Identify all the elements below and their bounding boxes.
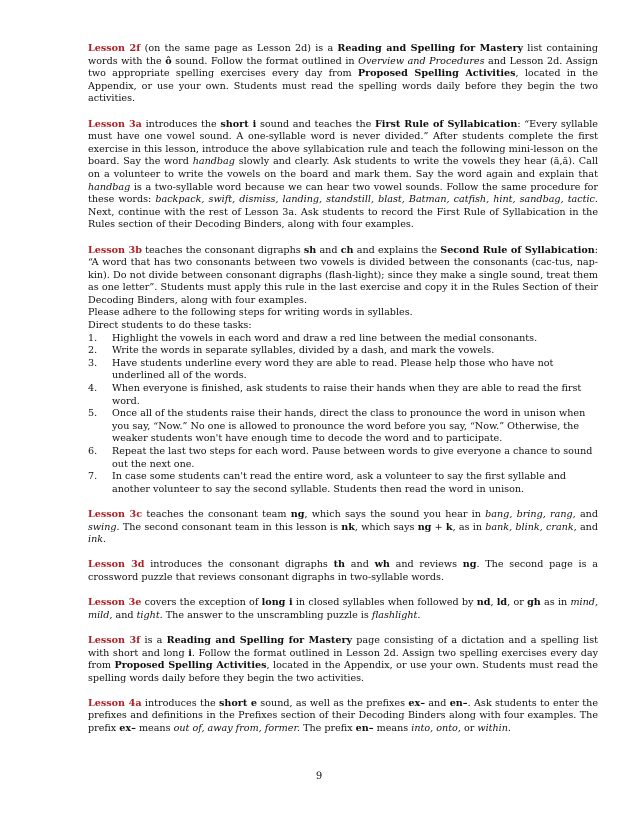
text: The prefix	[300, 723, 356, 735]
step-number: 5.	[88, 408, 98, 420]
italic-term: into, onto,	[411, 723, 461, 735]
bold-term: short i	[220, 118, 257, 130]
text: The second consonant team in this lesson is	[119, 521, 342, 533]
instruction-line: Direct students to do these tasks:	[88, 320, 252, 332]
bold-term: nk	[341, 521, 355, 533]
text: , which says	[354, 521, 418, 533]
step-text: Once all of the students raise their hands, direct the class to pronounce the word in unison when you say, “Now.” No one is allowed to pronounce the word before you say, “Now.” Otherwise, the weaker students won't have enough time to decode the word and to participate.	[112, 408, 586, 445]
text: introduces the	[141, 118, 221, 130]
bold-term: en–	[355, 723, 374, 735]
text: The answer to the unscrambling puzzle is	[162, 609, 372, 621]
italic-term: tight.	[136, 609, 163, 621]
paragraph-lesson-3b	[88, 245, 598, 308]
italic-term: bank, blink, crank,	[485, 521, 577, 533]
text: and	[425, 697, 450, 709]
step-text: When everyone is finished, ask students to raise their hands when they are able to read the first word.	[112, 383, 582, 407]
text: introduces the	[141, 697, 219, 709]
bold-term: ng	[417, 521, 432, 533]
bold-term: th	[333, 559, 346, 571]
step-text: Repeat the last two steps for each word. Pause between words to give everyone a chance to sound out the next one.	[112, 446, 593, 470]
paragraph-lesson-3a	[88, 119, 598, 232]
text: Next, continue with the rest of Lesson 3a. Ask students to record the First Rule of Syllabication in the Rules section of their Decoding Binders, along with four examples.	[88, 206, 598, 231]
document-body	[88, 43, 598, 736]
lesson-heading: Lesson 3d	[88, 559, 145, 571]
bold-term: ld	[496, 597, 508, 609]
paragraph-lesson-2f	[88, 43, 598, 106]
bold-term: ng	[462, 559, 477, 571]
lesson-heading: Lesson 2f	[88, 43, 141, 54]
text: +	[431, 521, 446, 533]
text: , located in the Appendix, or use your own. Students must read the spelling words daily before they begin the two activities.	[88, 68, 598, 105]
text: is a	[140, 634, 167, 646]
bold-term: Proposed Spelling Activities	[114, 660, 267, 672]
paragraph-lesson-3c	[88, 509, 598, 547]
italic-term: handbag	[192, 156, 235, 168]
bold-term: short e	[219, 697, 257, 709]
italic-term: out of, away from, former.	[173, 723, 301, 735]
bold-term: First Rule of Syllabication	[374, 118, 518, 130]
italic-term: swing.	[88, 521, 120, 533]
text: and	[316, 244, 341, 256]
step-number: 4.	[88, 383, 98, 395]
italic-term: backpack, swift, dismiss, landing, standstill, blast, Batman, catfish, hint, sandbag, tactic.	[155, 194, 598, 206]
bold-term: ng	[290, 508, 305, 520]
step-number: 3.	[88, 357, 98, 369]
text: introduces the consonant digraphs	[144, 559, 334, 571]
text: is a two-syllable word because we can hear two vowel sounds. Follow the same procedure for these words:	[88, 181, 598, 206]
text: in closed syllables when followed by	[292, 597, 477, 609]
text: ,	[490, 597, 497, 609]
lesson-heading: Lesson 3c	[88, 508, 143, 520]
paragraph-lesson-3e	[88, 597, 598, 622]
text: as in	[540, 597, 571, 609]
lesson-heading: Lesson 3f	[88, 634, 141, 646]
italic-term: ink.	[88, 534, 107, 546]
text: sound, as well as the prefixes	[256, 697, 409, 709]
text: and reviews	[389, 559, 463, 571]
step-number: 1.	[88, 332, 98, 344]
bold-term: i	[188, 647, 192, 659]
lesson-heading: Lesson 3b	[88, 244, 142, 256]
list-item	[88, 333, 598, 346]
list-item	[88, 358, 598, 383]
text: . Ask students to enter the prefixes and definitions in the Prefixes section of their Decoding Binders along with four examples. The prefix	[88, 697, 598, 735]
text: : “Every syllable must have one vowel sound. A one-syllable word is never divided.” After students complete the first exercise in this lesson, introduce the above syllabication rule and teach the following mini-lesson on the board. Say the word	[88, 118, 598, 168]
list-item	[88, 408, 598, 446]
list-item	[88, 383, 598, 408]
text: . The second page is a crossword puzzle that reviews consonant digraphs in two-syllable words.	[88, 559, 599, 583]
list-item	[88, 471, 598, 496]
bold-term: ex–	[119, 723, 136, 735]
step-text: In case some students can't read the entire word, ask a volunteer to say the first syllable and another volunteer to say the second syllable. Students then read the word in unison.	[112, 471, 567, 495]
italic-term: bang, bring, rang,	[485, 508, 576, 520]
text: , or	[507, 597, 528, 609]
text: list containing words with the	[88, 43, 598, 67]
steps-list	[88, 333, 598, 497]
bold-term: long i	[261, 597, 293, 609]
bold-term: gh	[527, 597, 541, 609]
paragraph-lesson-4a	[88, 698, 598, 736]
text: and	[575, 508, 598, 520]
italic-term: mind, mild,	[88, 597, 598, 621]
text: , which says the sound you hear in	[304, 508, 486, 520]
bold-term: Reading and Spelling for Mastery	[337, 43, 524, 54]
text: , as in	[452, 521, 486, 533]
list-item	[88, 446, 598, 471]
bold-term: ô	[165, 55, 172, 67]
step-number: 2.	[88, 345, 98, 357]
step-number: 7.	[88, 471, 98, 483]
bold-term: Reading and Spelling for Mastery	[166, 634, 353, 646]
text: or	[460, 723, 478, 735]
text: (on the same page as Lesson 2d) is a	[140, 43, 338, 54]
italic-term: within.	[477, 723, 511, 735]
text: slowly and clearly. Ask students to write the vowels they hear (ă,ă). Call on a volunteer to write the vowels on the board and mark them. Say the word again and explain that	[88, 156, 598, 180]
step-text: Write the words in separate syllables, divided by a dash, and mark the vowels.	[112, 345, 495, 357]
step-text: Highlight the vowels in each word and draw a red line between the medial consonants.	[112, 332, 538, 344]
page-number: 9	[315, 771, 323, 782]
text: and	[112, 609, 137, 621]
text: . Follow the format outlined in Lesson 2d. Assign two spelling exercises every day from	[88, 647, 598, 672]
text: teaches the consonant team	[142, 508, 291, 520]
lesson-heading: Lesson 3e	[88, 597, 142, 609]
paragraph-lesson-3f	[88, 635, 598, 685]
lesson-heading: Lesson 4a	[88, 697, 142, 709]
text: and Lesson 2d. Assign two appropriate spelling exercises every day from	[88, 55, 598, 80]
bold-term: Proposed Spelling Activities	[357, 68, 516, 80]
italic-term: Overview and Procedures	[358, 55, 485, 67]
instruction-line: Please adhere to the following steps for writing words in syllables.	[88, 307, 413, 319]
text: means	[373, 723, 412, 735]
list-item	[88, 345, 598, 358]
text: and	[576, 521, 599, 533]
text: means	[135, 723, 174, 735]
paragraph-lesson-3d	[88, 559, 598, 584]
italic-term: flashlight.	[371, 609, 421, 621]
text: and explains the	[353, 244, 441, 256]
text: teaches the consonant digraphs	[141, 244, 304, 256]
bold-term: nd	[476, 597, 491, 609]
bold-term: ch	[340, 244, 354, 256]
bold-term: ex–	[408, 697, 425, 709]
text: and	[345, 559, 375, 571]
bold-term: wh	[374, 559, 390, 571]
bold-term: Second Rule of Syllabication	[440, 244, 595, 256]
text: covers the exception of	[141, 597, 262, 609]
step-text: Have students underline every word they are able to read. Please help those who have not underlined all of the words.	[112, 357, 554, 382]
lesson-heading: Lesson 3a	[88, 118, 142, 130]
bold-term: k	[445, 521, 453, 533]
text: page consisting of a dictation and a spelling list with short and long	[88, 634, 598, 659]
text: sound and teaches the	[256, 118, 375, 130]
bold-term: en–	[449, 697, 468, 709]
bold-term: sh	[303, 244, 317, 256]
text: , located in the Appendix, or use your own. Students must read the spelling words daily before they begin the two activities.	[88, 660, 599, 684]
step-number: 6.	[88, 446, 98, 457]
text: : “A word that has two consonants between two vowels is divided between the consonants (cac-tus, nap-kin). Do not divide between consonant digraphs (flash-light); since they make a single sound, treat them as one letter”. Students must apply this rule in the last exercise and copy it in the Rules Section of their Decoding Binders, along with four examples.	[88, 244, 599, 306]
text: sound. Follow the format outlined in	[171, 55, 359, 67]
italic-term: handbag	[88, 181, 131, 193]
